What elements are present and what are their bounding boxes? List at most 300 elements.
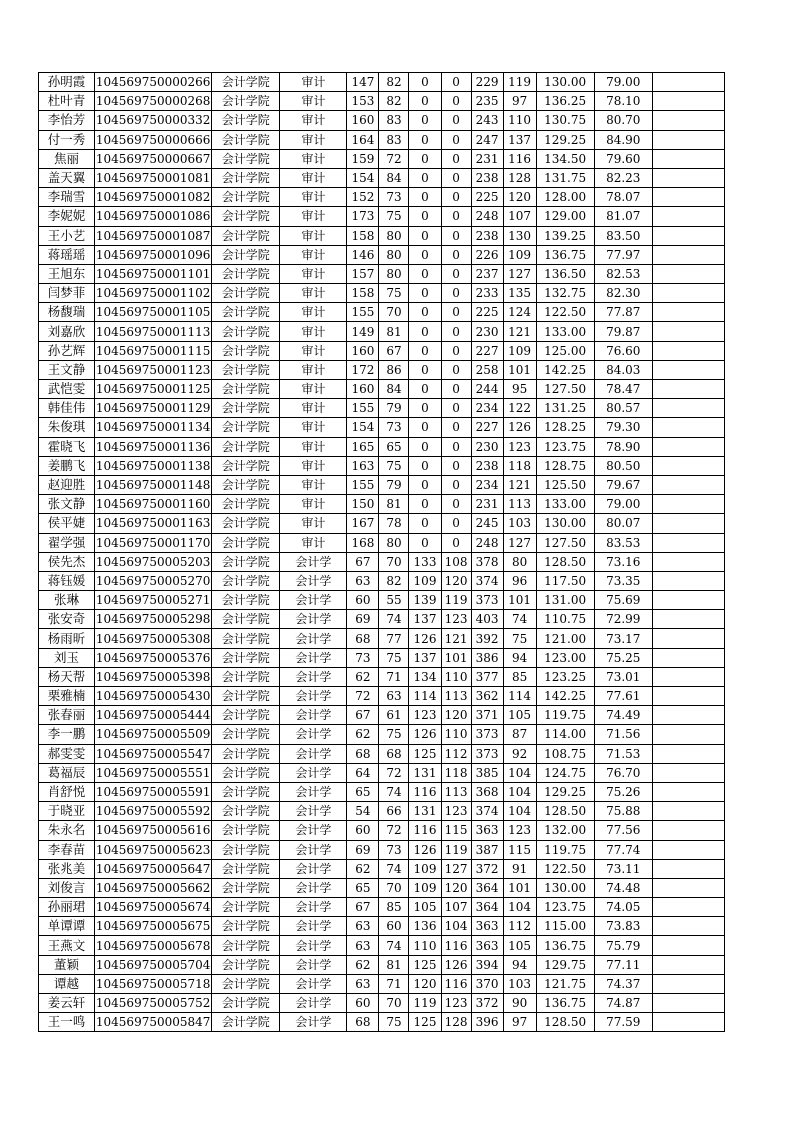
exam-id-cell: 104569750005662 — [95, 878, 212, 897]
subject3-score-cell: 0 — [409, 303, 441, 322]
retest-score-cell: 110 — [503, 111, 536, 130]
final-score-cell: 77.59 — [594, 1013, 652, 1032]
subject4-score-cell: 0 — [441, 437, 471, 456]
weighted-score-cell: 134.50 — [536, 149, 594, 168]
total-score-cell: 227 — [471, 418, 503, 437]
name-cell: 闫梦菲 — [39, 284, 95, 303]
table-row — [39, 994, 725, 1013]
major-cell: 审计 — [280, 130, 347, 149]
subject3-score-cell: 0 — [409, 168, 441, 187]
total-score-cell: 403 — [471, 610, 503, 629]
exam-id-cell: 104569750000332 — [95, 111, 212, 130]
subject1-score-cell: 63 — [347, 974, 379, 993]
college-cell: 会计学院 — [212, 495, 280, 514]
subject1-score-cell: 67 — [347, 552, 379, 571]
subject2-score-cell: 82 — [379, 571, 409, 590]
subject4-score-cell: 0 — [441, 264, 471, 283]
retest-score-cell: 91 — [503, 859, 536, 878]
table-row — [39, 898, 725, 917]
subject1-score-cell: 72 — [347, 687, 379, 706]
college-cell: 会计学院 — [212, 380, 280, 399]
remark-cell — [652, 763, 724, 782]
subject2-score-cell: 85 — [379, 898, 409, 917]
table-row — [39, 840, 725, 859]
subject1-score-cell: 152 — [347, 188, 379, 207]
table-row — [39, 552, 725, 571]
subject3-score-cell: 0 — [409, 475, 441, 494]
exam-id-cell: 104569750001115 — [95, 341, 212, 360]
exam-id-cell: 104569750001136 — [95, 437, 212, 456]
total-score-cell: 225 — [471, 303, 503, 322]
exam-id-cell: 104569750001113 — [95, 322, 212, 341]
major-cell: 审计 — [280, 168, 347, 187]
weighted-score-cell: 136.50 — [536, 264, 594, 283]
weighted-score-cell: 129.00 — [536, 207, 594, 226]
subject4-score-cell: 120 — [441, 571, 471, 590]
exam-id-cell: 104569750005308 — [95, 629, 212, 648]
final-score-cell: 75.26 — [594, 782, 652, 801]
remark-cell — [652, 802, 724, 821]
major-cell: 会计学 — [280, 917, 347, 936]
retest-score-cell: 92 — [503, 744, 536, 763]
college-cell: 会计学院 — [212, 725, 280, 744]
retest-score-cell: 107 — [503, 207, 536, 226]
subject2-score-cell: 74 — [379, 859, 409, 878]
subject1-score-cell: 160 — [347, 341, 379, 360]
weighted-score-cell: 119.75 — [536, 706, 594, 725]
weighted-score-cell: 114.00 — [536, 725, 594, 744]
subject2-score-cell: 82 — [379, 73, 409, 92]
weighted-score-cell: 128.50 — [536, 552, 594, 571]
exam-id-cell: 104569750005674 — [95, 898, 212, 917]
college-cell: 会计学院 — [212, 264, 280, 283]
exam-id-cell: 104569750005616 — [95, 821, 212, 840]
subject4-score-cell: 0 — [441, 495, 471, 514]
final-score-cell: 77.61 — [594, 687, 652, 706]
retest-score-cell: 114 — [503, 687, 536, 706]
table-row — [39, 92, 725, 111]
remark-cell — [652, 418, 724, 437]
final-score-cell: 78.47 — [594, 380, 652, 399]
college-cell: 会计学院 — [212, 207, 280, 226]
name-cell: 侯先杰 — [39, 552, 95, 571]
exam-id-cell: 104569750005444 — [95, 706, 212, 725]
total-score-cell: 230 — [471, 437, 503, 456]
subject3-score-cell: 126 — [409, 629, 441, 648]
weighted-score-cell: 123.75 — [536, 437, 594, 456]
name-cell: 韩佳伟 — [39, 399, 95, 418]
exam-id-cell: 104569750005430 — [95, 687, 212, 706]
major-cell: 会计学 — [280, 878, 347, 897]
subject1-score-cell: 67 — [347, 706, 379, 725]
name-cell: 栗雅楠 — [39, 687, 95, 706]
remark-cell — [652, 994, 724, 1013]
major-cell: 会计学 — [280, 821, 347, 840]
retest-score-cell: 105 — [503, 706, 536, 725]
major-cell: 审计 — [280, 418, 347, 437]
total-score-cell: 372 — [471, 994, 503, 1013]
subject2-score-cell: 75 — [379, 725, 409, 744]
name-cell: 蒋瑶瑶 — [39, 245, 95, 264]
retest-score-cell: 126 — [503, 418, 536, 437]
major-cell: 会计学 — [280, 763, 347, 782]
name-cell: 朱永名 — [39, 821, 95, 840]
final-score-cell: 77.11 — [594, 955, 652, 974]
subject1-score-cell: 62 — [347, 725, 379, 744]
major-cell: 会计学 — [280, 552, 347, 571]
remark-cell — [652, 226, 724, 245]
retest-score-cell: 122 — [503, 399, 536, 418]
subject4-score-cell: 116 — [441, 936, 471, 955]
table-row — [39, 73, 725, 92]
subject4-score-cell: 0 — [441, 226, 471, 245]
total-score-cell: 371 — [471, 706, 503, 725]
college-cell: 会计学院 — [212, 322, 280, 341]
final-score-cell: 78.07 — [594, 188, 652, 207]
remark-cell — [652, 207, 724, 226]
final-score-cell: 77.97 — [594, 245, 652, 264]
remark-cell — [652, 111, 724, 130]
remark-cell — [652, 744, 724, 763]
total-score-cell: 363 — [471, 821, 503, 840]
subject2-score-cell: 72 — [379, 763, 409, 782]
table-row — [39, 763, 725, 782]
subject2-score-cell: 70 — [379, 303, 409, 322]
subject4-score-cell: 112 — [441, 744, 471, 763]
remark-cell — [652, 648, 724, 667]
subject4-score-cell: 104 — [441, 917, 471, 936]
subject3-score-cell: 125 — [409, 955, 441, 974]
weighted-score-cell: 124.75 — [536, 763, 594, 782]
college-cell: 会计学院 — [212, 629, 280, 648]
retest-score-cell: 97 — [503, 92, 536, 111]
final-score-cell: 73.16 — [594, 552, 652, 571]
subject4-score-cell: 115 — [441, 821, 471, 840]
subject1-score-cell: 54 — [347, 802, 379, 821]
subject3-score-cell: 105 — [409, 898, 441, 917]
exam-id-cell: 104569750005704 — [95, 955, 212, 974]
table-row — [39, 533, 725, 552]
total-score-cell: 248 — [471, 533, 503, 552]
table-row — [39, 782, 725, 801]
subject2-score-cell: 74 — [379, 782, 409, 801]
major-cell: 审计 — [280, 149, 347, 168]
subject3-score-cell: 0 — [409, 418, 441, 437]
exam-id-cell: 104569750005647 — [95, 859, 212, 878]
remark-cell — [652, 188, 724, 207]
exam-id-cell: 104569750001105 — [95, 303, 212, 322]
major-cell: 审计 — [280, 303, 347, 322]
weighted-score-cell: 132.00 — [536, 821, 594, 840]
college-cell: 会计学院 — [212, 610, 280, 629]
final-score-cell: 79.67 — [594, 475, 652, 494]
weighted-score-cell: 115.00 — [536, 917, 594, 936]
exam-id-cell: 104569750001123 — [95, 360, 212, 379]
exam-id-cell: 104569750001125 — [95, 380, 212, 399]
exam-id-cell: 104569750005591 — [95, 782, 212, 801]
subject3-score-cell: 120 — [409, 974, 441, 993]
table-row — [39, 859, 725, 878]
subject2-score-cell: 70 — [379, 994, 409, 1013]
subject4-score-cell: 0 — [441, 514, 471, 533]
subject4-score-cell: 0 — [441, 399, 471, 418]
table-row — [39, 360, 725, 379]
subject3-score-cell: 137 — [409, 648, 441, 667]
final-score-cell: 74.49 — [594, 706, 652, 725]
major-cell: 审计 — [280, 73, 347, 92]
total-score-cell: 363 — [471, 917, 503, 936]
major-cell: 会计学 — [280, 591, 347, 610]
remark-cell — [652, 782, 724, 801]
name-cell: 姜云轩 — [39, 994, 95, 1013]
major-cell: 审计 — [280, 264, 347, 283]
college-cell: 会计学院 — [212, 917, 280, 936]
college-cell: 会计学院 — [212, 226, 280, 245]
college-cell: 会计学院 — [212, 802, 280, 821]
table-row — [39, 725, 725, 744]
subject4-score-cell: 113 — [441, 782, 471, 801]
exam-id-cell: 104569750001129 — [95, 399, 212, 418]
final-score-cell: 82.53 — [594, 264, 652, 283]
final-score-cell: 71.53 — [594, 744, 652, 763]
major-cell: 会计学 — [280, 955, 347, 974]
college-cell: 会计学院 — [212, 571, 280, 590]
final-score-cell: 74.87 — [594, 994, 652, 1013]
subject3-score-cell: 0 — [409, 322, 441, 341]
name-cell: 肖舒悦 — [39, 782, 95, 801]
subject1-score-cell: 63 — [347, 571, 379, 590]
remark-cell — [652, 264, 724, 283]
total-score-cell: 258 — [471, 360, 503, 379]
table-row — [39, 341, 725, 360]
subject1-score-cell: 65 — [347, 782, 379, 801]
college-cell: 会计学院 — [212, 111, 280, 130]
final-score-cell: 73.01 — [594, 667, 652, 686]
subject2-score-cell: 72 — [379, 821, 409, 840]
retest-score-cell: 97 — [503, 1013, 536, 1032]
total-score-cell: 387 — [471, 840, 503, 859]
subject1-score-cell: 62 — [347, 667, 379, 686]
final-score-cell: 79.00 — [594, 495, 652, 514]
subject2-score-cell: 82 — [379, 92, 409, 111]
subject2-score-cell: 80 — [379, 226, 409, 245]
table-row — [39, 303, 725, 322]
name-cell: 侯平婕 — [39, 514, 95, 533]
subject3-score-cell: 0 — [409, 284, 441, 303]
subject1-score-cell: 67 — [347, 898, 379, 917]
name-cell: 李瑞雪 — [39, 188, 95, 207]
subject1-score-cell: 172 — [347, 360, 379, 379]
subject4-score-cell: 0 — [441, 207, 471, 226]
weighted-score-cell: 122.50 — [536, 859, 594, 878]
weighted-score-cell: 125.00 — [536, 341, 594, 360]
major-cell: 审计 — [280, 245, 347, 264]
subject2-score-cell: 80 — [379, 533, 409, 552]
college-cell: 会计学院 — [212, 821, 280, 840]
name-cell: 王旭东 — [39, 264, 95, 283]
subject1-score-cell: 167 — [347, 514, 379, 533]
college-cell: 会计学院 — [212, 878, 280, 897]
total-score-cell: 247 — [471, 130, 503, 149]
final-score-cell: 82.23 — [594, 168, 652, 187]
exam-id-cell: 104569750001160 — [95, 495, 212, 514]
total-score-cell: 392 — [471, 629, 503, 648]
subject1-score-cell: 63 — [347, 936, 379, 955]
retest-score-cell: 118 — [503, 456, 536, 475]
subject2-score-cell: 78 — [379, 514, 409, 533]
retest-score-cell: 74 — [503, 610, 536, 629]
total-score-cell: 231 — [471, 495, 503, 514]
retest-score-cell: 105 — [503, 936, 536, 955]
subject3-score-cell: 109 — [409, 859, 441, 878]
exam-id-cell: 104569750005675 — [95, 917, 212, 936]
subject4-score-cell: 0 — [441, 168, 471, 187]
major-cell: 会计学 — [280, 667, 347, 686]
weighted-score-cell: 136.75 — [536, 245, 594, 264]
table-row — [39, 437, 725, 456]
subject3-score-cell: 139 — [409, 591, 441, 610]
final-score-cell: 80.50 — [594, 456, 652, 475]
subject2-score-cell: 84 — [379, 168, 409, 187]
subject3-score-cell: 126 — [409, 840, 441, 859]
subject3-score-cell: 134 — [409, 667, 441, 686]
major-cell: 会计学 — [280, 610, 347, 629]
weighted-score-cell: 136.25 — [536, 92, 594, 111]
table-row — [39, 744, 725, 763]
exam-id-cell: 104569750001082 — [95, 188, 212, 207]
remark-cell — [652, 974, 724, 993]
final-score-cell: 78.10 — [594, 92, 652, 111]
subject3-score-cell: 0 — [409, 437, 441, 456]
subject3-score-cell: 119 — [409, 994, 441, 1013]
remark-cell — [652, 591, 724, 610]
remark-cell — [652, 955, 724, 974]
remark-cell — [652, 360, 724, 379]
subject2-score-cell: 79 — [379, 399, 409, 418]
weighted-score-cell: 136.75 — [536, 936, 594, 955]
subject2-score-cell: 63 — [379, 687, 409, 706]
retest-score-cell: 104 — [503, 802, 536, 821]
total-score-cell: 238 — [471, 456, 503, 475]
retest-score-cell: 137 — [503, 130, 536, 149]
subject1-score-cell: 164 — [347, 130, 379, 149]
remark-cell — [652, 245, 724, 264]
subject1-score-cell: 153 — [347, 92, 379, 111]
final-score-cell: 73.35 — [594, 571, 652, 590]
college-cell: 会计学院 — [212, 955, 280, 974]
weighted-score-cell: 129.75 — [536, 955, 594, 974]
college-cell: 会计学院 — [212, 1013, 280, 1032]
weighted-score-cell: 142.25 — [536, 687, 594, 706]
weighted-score-cell: 128.25 — [536, 418, 594, 437]
retest-score-cell: 123 — [503, 821, 536, 840]
final-score-cell: 84.90 — [594, 130, 652, 149]
major-cell: 会计学 — [280, 859, 347, 878]
total-score-cell: 373 — [471, 591, 503, 610]
subject3-score-cell: 0 — [409, 207, 441, 226]
name-cell: 盖天翼 — [39, 168, 95, 187]
total-score-cell: 245 — [471, 514, 503, 533]
table-row — [39, 168, 725, 187]
remark-cell — [652, 495, 724, 514]
table-row — [39, 456, 725, 475]
final-score-cell: 79.60 — [594, 149, 652, 168]
exam-id-cell: 104569750000666 — [95, 130, 212, 149]
subject2-score-cell: 75 — [379, 207, 409, 226]
exam-id-cell: 104569750001096 — [95, 245, 212, 264]
weighted-score-cell: 122.50 — [536, 303, 594, 322]
total-score-cell: 227 — [471, 341, 503, 360]
subject3-score-cell: 125 — [409, 1013, 441, 1032]
table-row — [39, 322, 725, 341]
major-cell: 审计 — [280, 437, 347, 456]
subject4-score-cell: 0 — [441, 322, 471, 341]
retest-score-cell: 101 — [503, 591, 536, 610]
subject1-score-cell: 155 — [347, 303, 379, 322]
remark-cell — [652, 917, 724, 936]
subject1-score-cell: 158 — [347, 226, 379, 245]
college-cell: 会计学院 — [212, 360, 280, 379]
final-score-cell: 71.56 — [594, 725, 652, 744]
subject4-score-cell: 0 — [441, 475, 471, 494]
subject4-score-cell: 121 — [441, 629, 471, 648]
table-row — [39, 917, 725, 936]
total-score-cell: 378 — [471, 552, 503, 571]
final-score-cell: 75.69 — [594, 591, 652, 610]
total-score-cell: 364 — [471, 898, 503, 917]
total-score-cell: 248 — [471, 207, 503, 226]
subject4-score-cell: 113 — [441, 687, 471, 706]
exam-id-cell: 104569750005592 — [95, 802, 212, 821]
name-cell: 赵迎胜 — [39, 475, 95, 494]
name-cell: 付一秀 — [39, 130, 95, 149]
subject3-score-cell: 125 — [409, 744, 441, 763]
subject3-score-cell: 123 — [409, 706, 441, 725]
subject3-score-cell: 110 — [409, 936, 441, 955]
exam-id-cell: 104569750001148 — [95, 475, 212, 494]
major-cell: 审计 — [280, 360, 347, 379]
exam-id-cell: 104569750001101 — [95, 264, 212, 283]
final-score-cell: 80.57 — [594, 399, 652, 418]
name-cell: 刘嘉欣 — [39, 322, 95, 341]
college-cell: 会计学院 — [212, 974, 280, 993]
table-row — [39, 591, 725, 610]
exam-id-cell: 104569750005547 — [95, 744, 212, 763]
retest-score-cell: 103 — [503, 974, 536, 993]
remark-cell — [652, 1013, 724, 1032]
final-score-cell: 74.37 — [594, 974, 652, 993]
subject1-score-cell: 147 — [347, 73, 379, 92]
subject2-score-cell: 73 — [379, 840, 409, 859]
table-row — [39, 667, 725, 686]
remark-cell — [652, 552, 724, 571]
weighted-score-cell: 129.25 — [536, 782, 594, 801]
subject2-score-cell: 66 — [379, 802, 409, 821]
subject2-score-cell: 81 — [379, 955, 409, 974]
total-score-cell: 226 — [471, 245, 503, 264]
total-score-cell: 394 — [471, 955, 503, 974]
weighted-score-cell: 131.00 — [536, 591, 594, 610]
weighted-score-cell: 130.75 — [536, 111, 594, 130]
final-score-cell: 78.90 — [594, 437, 652, 456]
total-score-cell: 234 — [471, 475, 503, 494]
total-score-cell: 370 — [471, 974, 503, 993]
subject1-score-cell: 154 — [347, 418, 379, 437]
name-cell: 于晓亚 — [39, 802, 95, 821]
major-cell: 会计学 — [280, 974, 347, 993]
total-score-cell: 372 — [471, 859, 503, 878]
college-cell: 会计学院 — [212, 73, 280, 92]
